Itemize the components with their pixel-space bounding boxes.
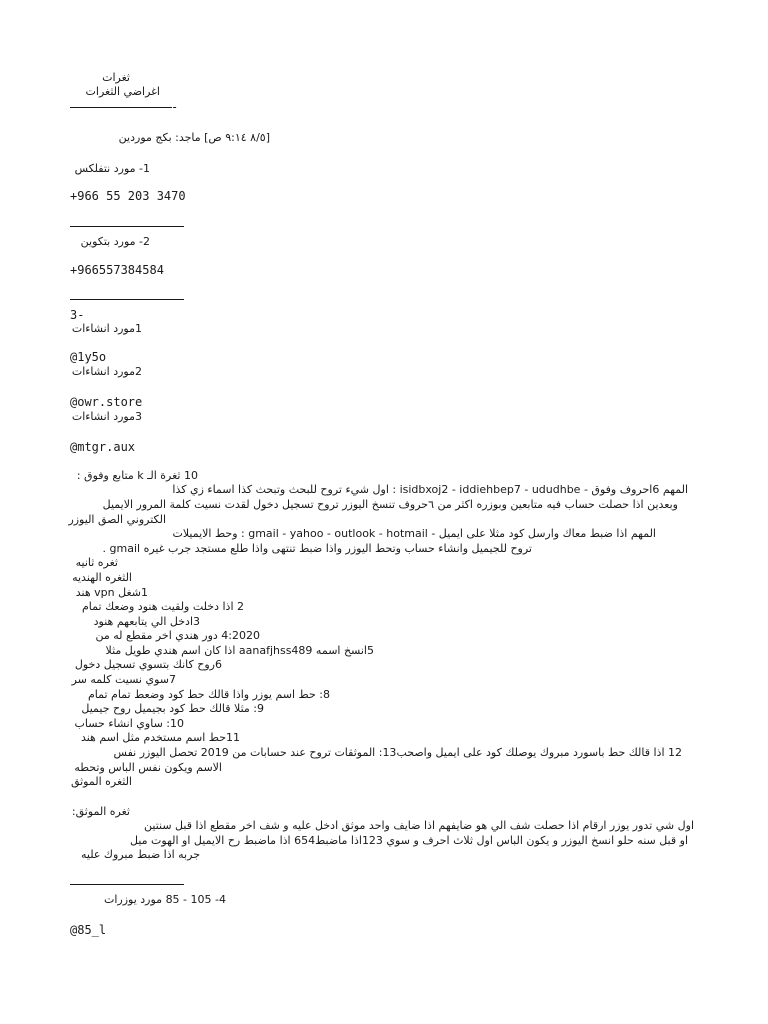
body-line: الثغره الموثق	[70, 775, 132, 788]
section-4-handle: @85_l	[70, 923, 107, 937]
header-title: ثغرات	[102, 71, 130, 84]
body-line: ثغره الموثق:	[71, 805, 130, 818]
body-line: المهم 6احروف وفوق - isidbxoj2 - iddiehbep7 - ududhbe : اول شيء تروح للبحث وتبحث كذا اسماء زي كذا	[172, 483, 688, 496]
body-line: وبعدين اذا حصلت حساب فيه متابعين وبوزره اكثر من ٦حروف تنسخ اليوزر تروح تسجيل دخول لقدت نسيت كلمة المرور الايميل	[102, 498, 678, 511]
body-line: 12 اذا قالك حط باسورد مبروك يوصلك كود على ايميل واصحب13: الموثقات تروح عند حسابات من 2019 تحصل اليوزر نفس	[113, 746, 682, 759]
body-line: 5انسخ اسمه aanafjhss489 اذا كان اسم هندي طويل مثلا	[105, 644, 374, 657]
body-line: 10: ساوي انشاء حساب	[74, 717, 184, 730]
body-line: 1شغل vpn هند	[75, 586, 148, 599]
section-3-item-handle: @owr.store	[70, 395, 143, 409]
header-subtitle: اغراضي الثغرات	[85, 85, 160, 98]
body-line: اول شي تدور يوزر ارقام اذا حصلت شف الي هو ضايفهم اذا ضايف واحد موثق ادخل عليه و شف اخر مقطع اذا قبل سنتين	[144, 819, 694, 832]
body-line: 6روح كانك بتسوي تسجيل دخول	[74, 658, 222, 671]
section-3-item-handle: @mtgr.aux	[70, 440, 136, 454]
section-2-title: 2- مورد بتكوين	[80, 235, 150, 248]
body-line: الاسم ويكون نفس الباس وتحطه	[74, 761, 222, 774]
section-3-item-label: 1مورد انشاءات	[71, 322, 142, 335]
body-line: 9: مثلا قالك حط كود بجيميل روح جيميل	[81, 702, 264, 715]
body-line: 7سوي نسيت كلمه سر	[71, 673, 176, 686]
section-3-item-label: 2مورد انشاءات	[71, 365, 142, 378]
section-divider	[70, 884, 184, 885]
header-divider	[70, 107, 172, 108]
body-line: ثغره ثانيه	[75, 556, 118, 569]
body-line: 8: حط اسم يوزر واذا قالك حط كود وضعط تمام تمام	[87, 688, 330, 701]
section-3-item-handle: @1y5o	[70, 350, 107, 364]
body-line: تروح للجيميل وانشاء حساب وتحط اليوزر واذا ضبط تنتهى واذا طلع مستجد جرب غيره gmail .	[102, 542, 532, 555]
body-line: المهم اذا ضبط معاك وارسل كود مثلا على ايميل - gmail - yahoo - outlook - hotmail : وحط الايميلات	[172, 527, 656, 540]
body-line: الكتروني الصق اليوزر	[68, 513, 166, 526]
body-line: جربه اذا ضبط مبروك عليه	[80, 848, 200, 861]
body-line: 11حط اسم مستخدم مثل اسم هند	[80, 731, 240, 744]
body-line: الثغره الهنديه	[72, 571, 132, 584]
section-divider	[70, 226, 184, 227]
author-line: [٨/٥ ٩:١٤ ص] ماجد: بكج موردين	[118, 131, 270, 144]
section-divider	[70, 299, 184, 300]
section-2-phone: +966557384584	[70, 263, 164, 277]
header-divider-end: -	[171, 100, 179, 114]
section-3-item-label: 3مورد انشاءات	[71, 410, 142, 423]
body-line: 10 ثغرة الـ k متابع وفوق :	[76, 469, 198, 482]
section-4-title: 4- 105 - 85 مورد يوزرات	[104, 893, 226, 906]
section-1-title: 1- مورد نتفلكس	[74, 162, 150, 175]
body-line: 3ادخل الي يتابعهم هنود	[93, 615, 200, 628]
body-line: 4:2020 دور هندي اخر مقطع له من	[95, 629, 260, 642]
section-3-number: 3-	[70, 308, 85, 322]
section-1-phone: +966 55 203 3470	[70, 189, 186, 203]
body-line: او قبل سنه حلو انسخ اليوزر و يكون الباس اول ثلاث احرف و سوي 123اذا ماضبط654 اذا ماضبط رح الايميل او الهوت ميل	[130, 834, 688, 847]
body-line: 2 اذا دخلت ولقيت هنود وضعك تمام	[82, 600, 244, 613]
